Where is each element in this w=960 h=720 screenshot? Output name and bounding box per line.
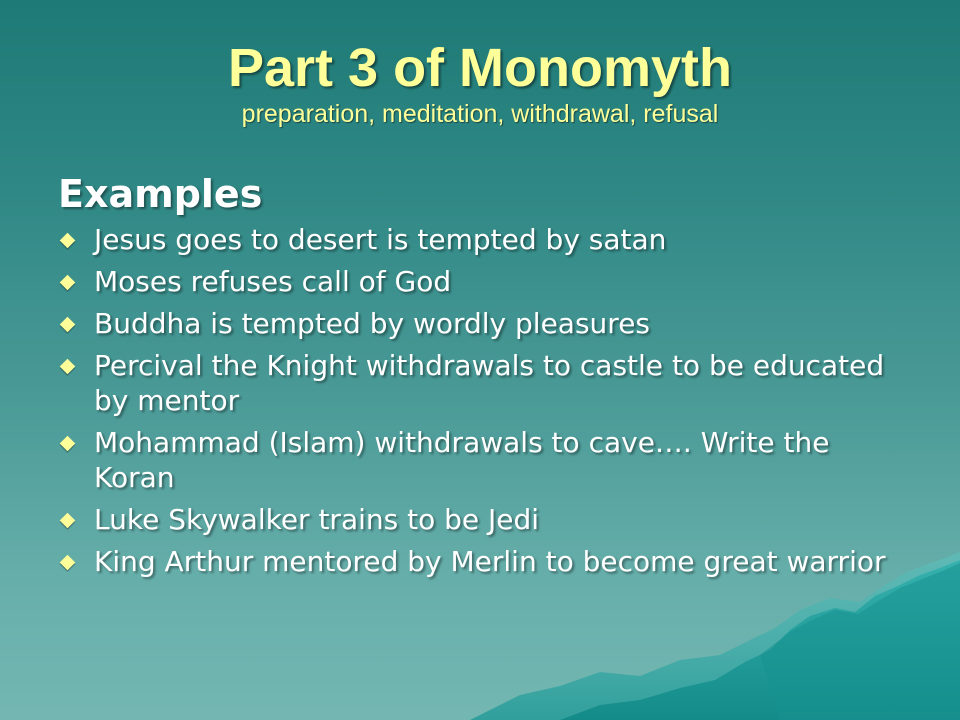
slide-content (58, 170, 908, 586)
slide-title: Part 3 of Monomyth (227, 38, 732, 98)
examples-heading: Examples (58, 172, 263, 216)
list-item (58, 544, 908, 579)
list-item (58, 306, 908, 341)
list-item (58, 425, 908, 495)
list-item-text: Moses refuses call of God (94, 265, 452, 298)
list-item (58, 348, 908, 418)
diamond-bullet-icon (60, 513, 76, 529)
list-item-text: Percival the Knight withdrawals to castle to be educated by mentor (94, 349, 885, 417)
diamond-bullet-icon (60, 317, 76, 333)
list-item (58, 264, 908, 299)
diamond-bullet-icon (60, 436, 76, 452)
list-item-text: King Arthur mentored by Merlin to become great warrior (94, 545, 886, 578)
list-item-text: Buddha is tempted by wordly pleasures (94, 307, 651, 340)
diamond-bullet-icon (60, 555, 76, 571)
list-item-text: Luke Skywalker trains to be Jedi (94, 503, 540, 536)
list-item (58, 502, 908, 537)
slide-subtitle: preparation, meditation, withdrawal, refusal (241, 100, 719, 128)
title-block (0, 38, 960, 130)
diamond-bullet-icon (60, 275, 76, 291)
examples-list (58, 222, 908, 579)
list-item (58, 222, 908, 257)
list-item-text: Jesus goes to desert is tempted by satan (94, 223, 667, 256)
diamond-bullet-icon (60, 233, 76, 249)
list-item-text: Mohammad (Islam) withdrawals to cave…. Write the Koran (94, 426, 830, 494)
diamond-bullet-icon (60, 359, 76, 375)
